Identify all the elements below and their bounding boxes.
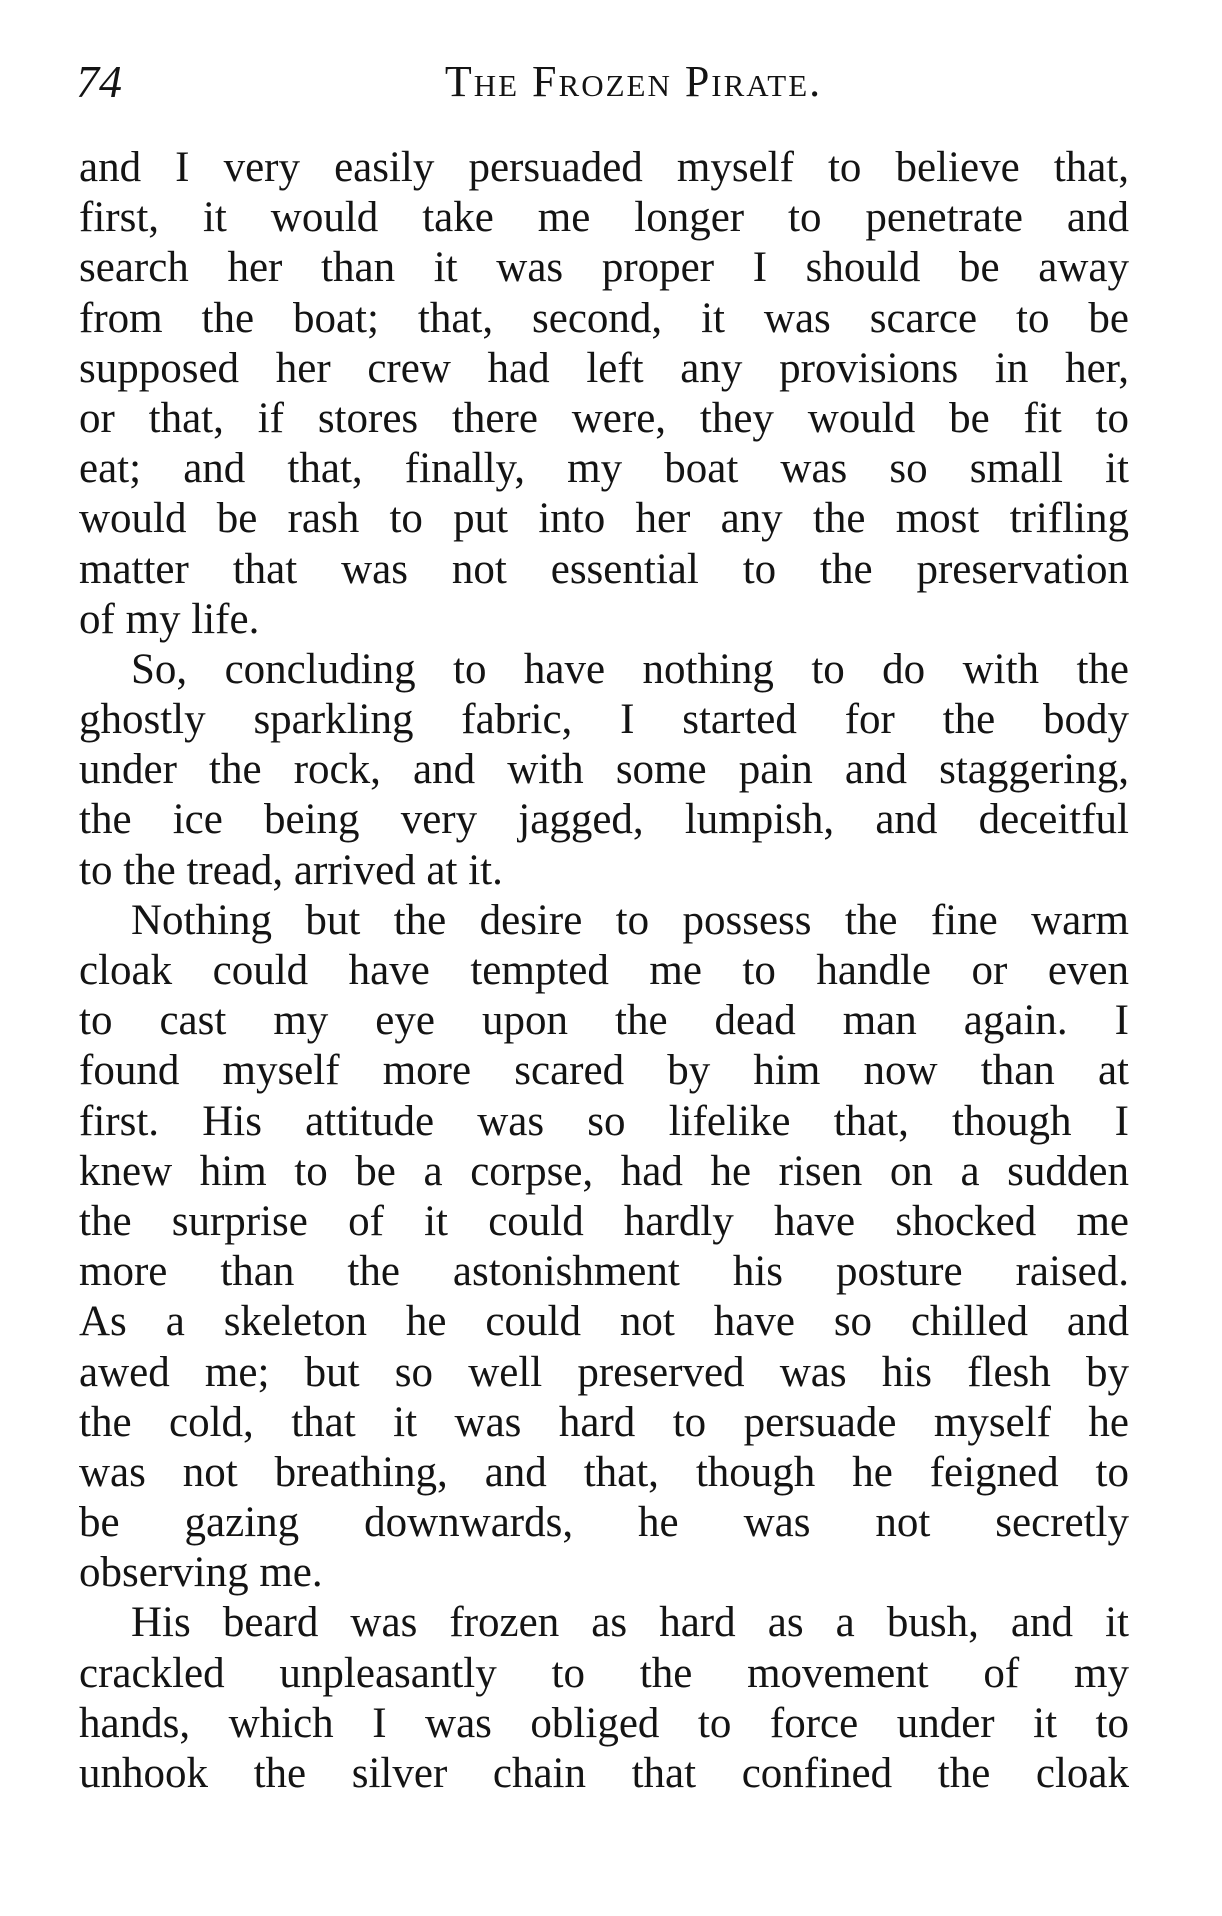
page-number: 74 [76, 56, 122, 107]
text-line: found myself more scared by him now than at [79, 1047, 1129, 1095]
text-line: would be rash to put into her any the most trifling [79, 495, 1129, 543]
text-line: first. His attitude was so lifelike that, though I [79, 1097, 1129, 1145]
text-line: search her than it was proper I should be away [79, 244, 1129, 292]
text-line: His beard was frozen as hard as a bush, and it [131, 1599, 1129, 1647]
body-text [79, 143, 1129, 1799]
text-line: As a skeleton he could not have so chilled and [79, 1298, 1129, 1346]
text-line: be gazing downwards, he was not secretly [79, 1499, 1129, 1547]
running-title: The Frozen Pirate. [444, 57, 823, 106]
text-line: to the tread, arrived at it. [79, 846, 503, 894]
text-line: knew him to be a corpse, had he risen on a sudden [79, 1147, 1129, 1195]
paragraph [79, 143, 1129, 645]
text-line: the surprise of it could hardly have shocked me [79, 1197, 1129, 1245]
paragraph [79, 896, 1129, 1599]
text-line: or that, if stores there were, they would be fit to [79, 394, 1129, 442]
text-line: to cast my eye upon the dead man again. I [79, 997, 1129, 1045]
text-line: and I very easily persuaded myself to believe that, [79, 144, 1129, 191]
text-line: So, concluding to have nothing to do with the [131, 645, 1129, 693]
text-line: crackled unpleasantly to the movement of my [79, 1649, 1129, 1697]
text-line: supposed her crew had left any provisions in her, [79, 344, 1129, 392]
page-header [76, 52, 1131, 112]
text-line: cloak could have tempted me to handle or even [79, 947, 1129, 994]
text-line: more than the astonishment his posture raised. [79, 1248, 1129, 1296]
text-line: ghostly sparkling fabric, I started for the body [79, 696, 1129, 744]
text-line: under the rock, and with some pain and staggering, [79, 746, 1129, 794]
paragraph [79, 1598, 1129, 1799]
text-line: matter that was not essential to the preservation [79, 545, 1129, 593]
text-line: unhook the silver chain that confined the cloak [79, 1750, 1129, 1797]
text-line: the ice being very jagged, lumpish, and deceitful [79, 796, 1129, 844]
text-line: the cold, that it was hard to persuade myself he [79, 1398, 1129, 1446]
text-line: hands, which I was obliged to force under it to [79, 1699, 1129, 1747]
text-line: was not breathing, and that, though he feigned to [79, 1448, 1129, 1496]
text-line: from the boat; that, second, it was scarce to be [79, 294, 1129, 342]
text-line: eat; and that, finally, my boat was so small it [79, 445, 1129, 493]
paragraph [79, 645, 1129, 896]
text-line: of my life. [79, 595, 260, 643]
text-line: observing me. [79, 1549, 323, 1597]
text-line: first, it would take me longer to penetrate and [79, 194, 1129, 242]
text-line: Nothing but the desire to possess the fine warm [131, 896, 1129, 944]
text-line: awed me; but so well preserved was his flesh by [79, 1348, 1129, 1396]
